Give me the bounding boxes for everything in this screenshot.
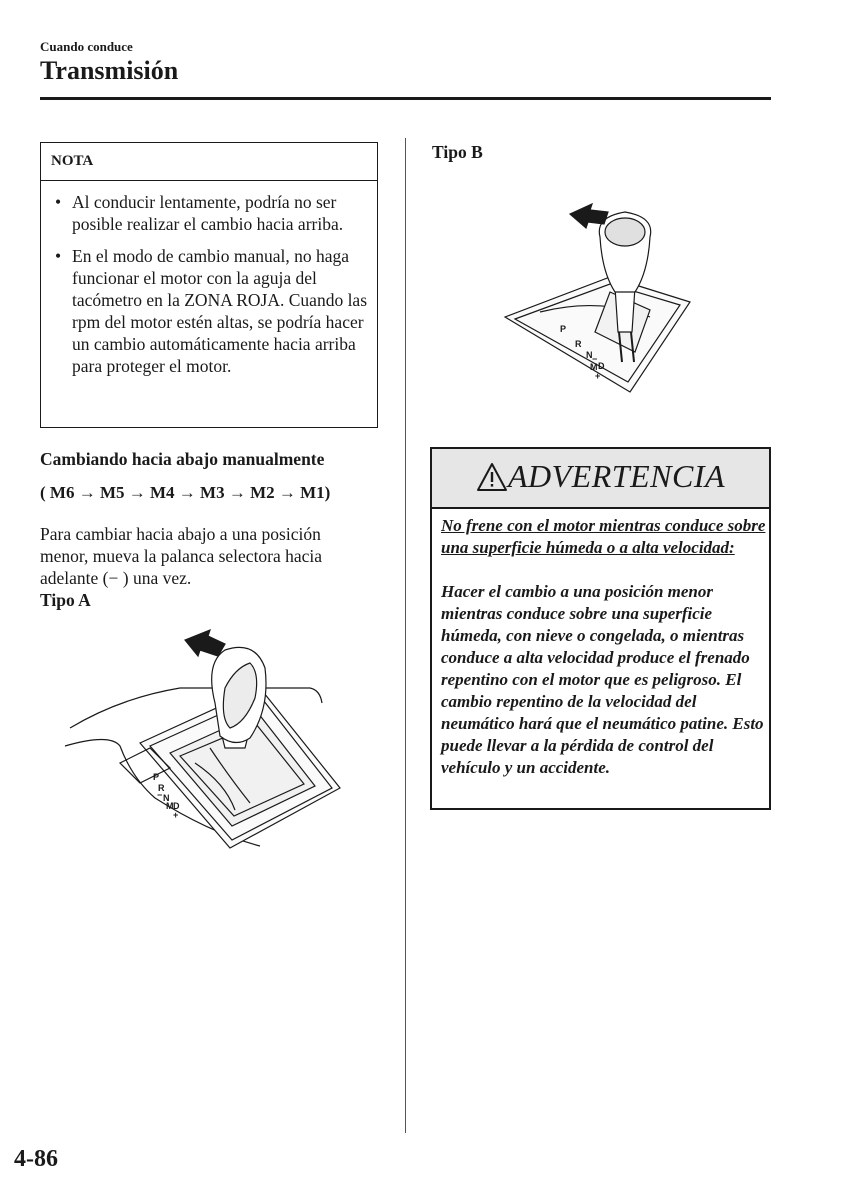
type-a-label: Tipo A: [40, 590, 91, 610]
gear-label-plus: +: [595, 371, 601, 381]
gear-label-d: D: [173, 801, 180, 811]
warning-header: [432, 449, 769, 509]
shift-lever-type-b-illustration: [500, 192, 700, 402]
note-item: [51, 191, 369, 235]
gear-label-n: N: [163, 793, 170, 803]
note-list: [51, 191, 369, 387]
note-title: NOTA: [51, 153, 94, 169]
gear-label-d: D: [598, 361, 605, 371]
gear-label-m: M: [590, 362, 598, 372]
gear-sequence: ( M6 → M5 → M4 → M3 → M2 → M1): [40, 483, 331, 502]
warning-lead: No frene con el motor mientras conduce sobre una superficie húmeda o a alta velocidad:: [441, 516, 766, 557]
downshift-heading: Cambiando hacia abajo manualmente: [40, 449, 325, 469]
note-item: [51, 245, 369, 377]
column-divider: [405, 138, 406, 1133]
title-rule: [40, 97, 771, 100]
gear-label-r: R: [158, 783, 165, 793]
page-number: 4-86: [14, 1146, 58, 1172]
gear-label-minus: −: [157, 790, 163, 800]
section-label: Cuando conduce: [40, 39, 133, 54]
note-item-text: Al conducir lentamente, podría no ser posible realizar el cambio hacia arriba.: [72, 192, 344, 234]
gear-label-m: M: [166, 801, 174, 811]
note-header: [41, 143, 377, 181]
gear-label-n: N: [586, 350, 593, 360]
warning-title: ADVERTENCIA: [508, 458, 726, 494]
bullet-icon: •: [55, 192, 62, 212]
gear-label-r: R: [575, 339, 582, 349]
downshift-instructions: Para cambiar hacia abajo a una posición menor, mueva la palanca selectora hacia adelante (− ) una vez.: [40, 524, 323, 588]
gear-label-plus: +: [173, 810, 179, 820]
gear-label-minus: −: [592, 354, 598, 364]
gear-label-p: P: [153, 772, 160, 782]
warning-body: Hacer el cambio a una posición menor mientras conduce sobre una superficie húmeda, con nieve o congelada, o mientras conduce a alta velocidad produce el frenado repentino con el motor que es peligroso. El cambio repentino de la velocidad del neumático hará que el neumático patine. Esto puede llevar a la pérdida de control del vehículo y un accidente.: [441, 582, 764, 777]
shift-lever-type-a-illustration: [60, 628, 360, 878]
warning-triangle-icon: [476, 462, 508, 492]
note-item-text: En el modo de cambio manual, no haga funcionar el motor con la aguja del tacómetro en la ZONA ROJA. Cuando las rpm del motor estén altas, se podría hacer un cambio automáticamente hacia arriba para proteger el motor.: [72, 246, 368, 376]
warning-box: [430, 447, 771, 810]
note-box: [40, 142, 378, 428]
gear-label-p: P: [560, 324, 567, 334]
type-b-label: Tipo B: [432, 142, 483, 162]
bullet-icon: •: [55, 246, 62, 266]
page-title: Transmisión: [40, 56, 179, 85]
